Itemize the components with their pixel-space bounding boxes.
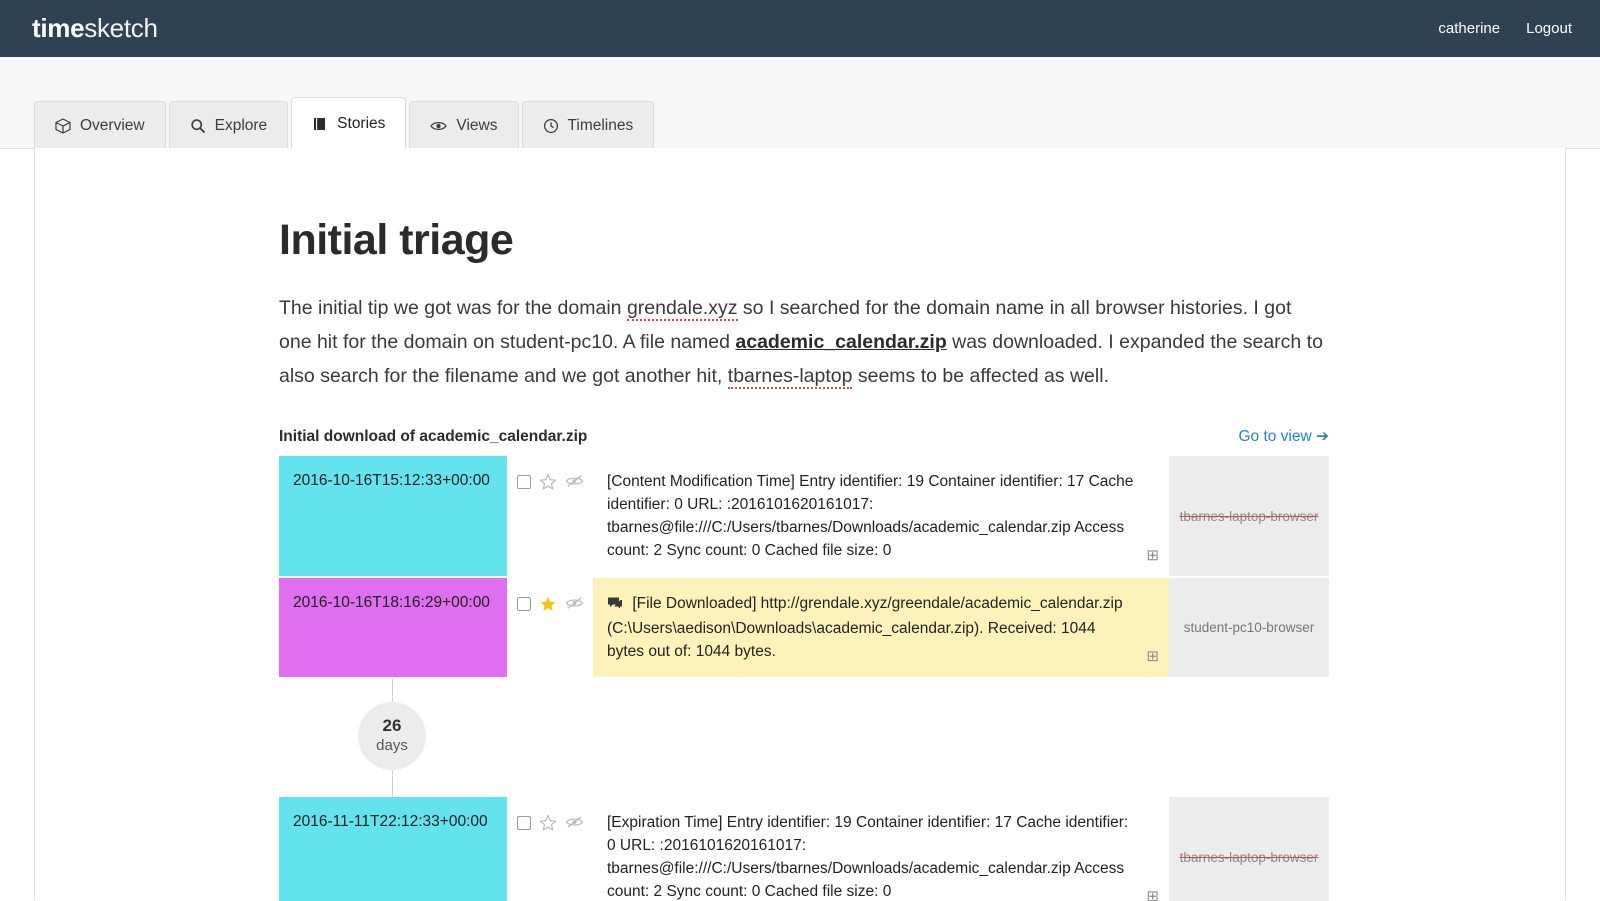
event-timeline-badge: tbarnes-laptop-browser — [1169, 797, 1329, 901]
event-message-text: [File Downloaded] http://grendale.xyz/greendale/academic_calendar.zip (C:\Users\aedison\Downloads\academic_calendar.zip). Received: 1044 bytes out of: 1044 bytes. — [607, 595, 1123, 660]
story-text-part-2: so I searched for the domain name in all browser histories. I got one hit for the domain on student-pc10. A file named — [279, 297, 1292, 353]
tab-stories-label: Stories — [337, 114, 386, 132]
story-text-part-1: The initial tip we got was for the domain — [279, 297, 627, 319]
view-header — [279, 427, 1329, 446]
table-row[interactable] — [279, 797, 1329, 901]
gap-number: 26 — [382, 716, 402, 735]
cube-icon — [55, 118, 71, 134]
row-checkbox[interactable] — [517, 816, 531, 830]
eye-icon — [430, 118, 447, 134]
hide-event-icon[interactable] — [565, 595, 584, 616]
tab-strip — [0, 57, 1600, 149]
row-checkbox[interactable] — [517, 597, 531, 611]
expand-event-icon[interactable]: ⊞ — [1146, 888, 1159, 901]
story-text-part-3: was downloaded. I expanded the search to also search for the filename and we got another hit, — [279, 331, 1323, 387]
event-message-text: [Expiration Time] Entry identifier: 19 Container identifier: 17 Cache identifier: 0 URL: :2016101620161017: tbarnes@file:///C:/Users/tbarnes/Downloads/academic_calendar.zip Access count: 2 Sync count: 0 Cached file size: 0 — [607, 814, 1129, 900]
logo-light-text: sketch — [84, 13, 158, 43]
tab-stories[interactable] — [291, 97, 406, 149]
event-timestamp: 2016-10-16T18:16:29+00:00 — [279, 578, 507, 677]
star-icon[interactable] — [539, 814, 557, 837]
current-user-link[interactable]: catherine — [1438, 20, 1501, 37]
event-timestamp: 2016-11-11T22:12:33+00:00 — [279, 797, 507, 901]
gap-unit: days — [376, 737, 408, 754]
event-message — [593, 797, 1169, 901]
event-controls — [507, 797, 593, 901]
tab-views-label: Views — [456, 116, 498, 134]
event-timeline-badge: tbarnes-laptop-browser — [1169, 456, 1329, 576]
event-timeline-badge: student-pc10-browser — [1169, 578, 1329, 677]
event-timestamp: 2016-10-16T15:12:33+00:00 — [279, 456, 507, 576]
event-list — [279, 456, 1329, 901]
time-gap-marker — [279, 679, 507, 797]
event-controls — [507, 456, 593, 576]
search-icon — [190, 118, 206, 134]
goto-view-link[interactable]: Go to view ➔ — [1238, 428, 1329, 445]
event-controls — [507, 578, 593, 677]
story-file-mention[interactable]: academic_calendar.zip — [735, 331, 947, 353]
hide-event-icon[interactable] — [565, 814, 584, 835]
tab-overview-label: Overview — [80, 116, 145, 134]
story-container — [279, 216, 1329, 901]
tab-timelines[interactable] — [522, 101, 655, 149]
row-checkbox[interactable] — [517, 475, 531, 489]
table-row[interactable] — [279, 456, 1329, 576]
star-icon[interactable] — [539, 595, 557, 618]
tab-explore[interactable] — [169, 101, 289, 149]
table-row[interactable] — [279, 578, 1329, 677]
gap-bubble — [358, 702, 426, 770]
logo-bold-text: time — [32, 13, 85, 43]
view-name-label: Initial download of academic_calendar.zip — [279, 428, 588, 445]
book-icon — [312, 116, 328, 132]
tab-timelines-label: Timelines — [567, 116, 634, 134]
clock-icon — [543, 118, 559, 134]
tab-explore-label: Explore — [214, 116, 268, 134]
event-message — [593, 578, 1169, 677]
story-text-part-4: seems to be affected as well. — [852, 365, 1109, 387]
page-title: Initial triage — [279, 216, 514, 264]
app-logo[interactable] — [32, 13, 158, 44]
event-message — [593, 456, 1169, 576]
hide-event-icon[interactable] — [565, 473, 584, 494]
expand-event-icon[interactable]: ⊞ — [1146, 547, 1159, 564]
top-navbar — [0, 0, 1600, 57]
tab-views[interactable] — [409, 101, 518, 149]
story-paragraph — [279, 291, 1329, 393]
event-message-text: [Content Modification Time] Entry identifier: 19 Container identifier: 17 Cache identifier: 0 URL: :2016101620161017: tbarnes@file:///C:/Users/tbarnes/Downloads/academic_calendar.zip Access count: 2 Sync count: 0 Cached file size: 0 — [607, 473, 1134, 559]
story-domain-mention: grendale.xyz — [626, 297, 738, 319]
comment-icon[interactable] — [607, 597, 627, 614]
story-host-mention: tbarnes-laptop — [727, 365, 853, 387]
expand-event-icon[interactable]: ⊞ — [1146, 648, 1159, 665]
logout-link[interactable]: Logout — [1526, 20, 1572, 37]
star-icon[interactable] — [539, 473, 557, 496]
navbar-right — [1438, 20, 1572, 37]
tab-overview[interactable] — [34, 101, 166, 149]
story-panel — [34, 148, 1566, 900]
